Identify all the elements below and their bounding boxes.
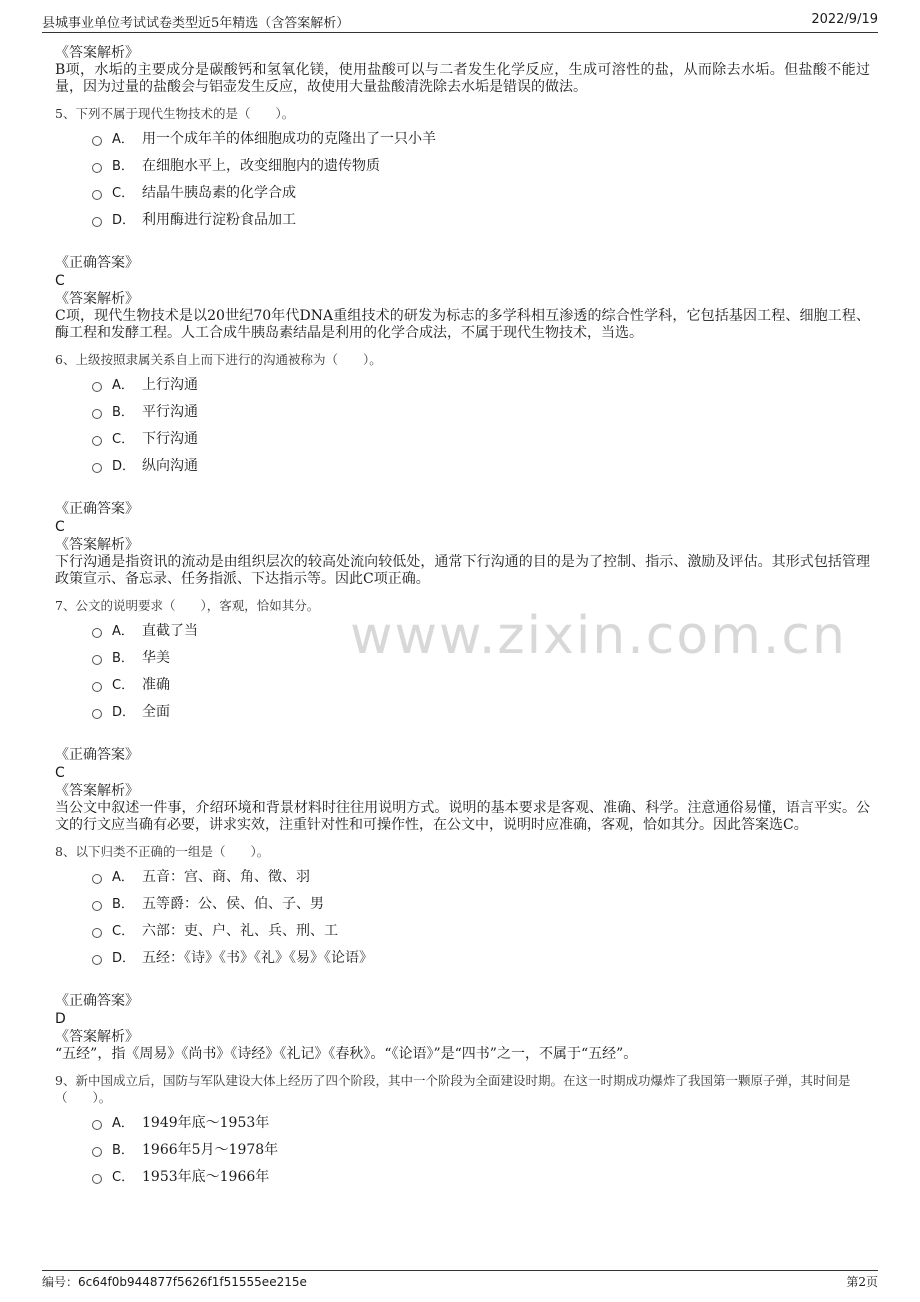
answer-option[interactable] — [92, 670, 870, 697]
answer-option[interactable] — [92, 451, 870, 478]
radio-button-icon[interactable] — [92, 163, 102, 173]
option-text: 五等爵：公、侯、伯、子、男 — [142, 895, 324, 912]
answer-option[interactable] — [92, 697, 870, 724]
correct-answer-value: D — [55, 1011, 66, 1027]
option-letter: C． — [112, 1170, 135, 1185]
question-list — [55, 105, 870, 1189]
analysis-label: 《答案解析》 — [55, 783, 139, 799]
page-content — [55, 44, 870, 1189]
answer-option[interactable] — [92, 1135, 870, 1162]
answer-option[interactable] — [92, 1108, 870, 1135]
radio-button-icon[interactable] — [92, 409, 102, 419]
option-text: 用一个成年羊的体细胞成功的克隆出了一只小羊 — [142, 130, 436, 147]
page-footer — [42, 1270, 878, 1293]
question-title: 6、上级按照隶属关系自上而下进行的沟通被称为（ ）。 — [55, 352, 382, 367]
radio-button-icon[interactable] — [92, 463, 102, 473]
answer-option[interactable] — [92, 370, 870, 397]
answer-option[interactable] — [92, 616, 870, 643]
option-text: 纵向沟通 — [142, 457, 198, 474]
document-code: 编号：6c64f0b944877f5626f1f51555ee215e — [42, 1275, 307, 1289]
question-title: 5、下列不属于现代生物技术的是（ ）。 — [55, 106, 295, 121]
analysis-text: “五经”，指《周易》《尚书》《诗经》《礼记》《春秋》。“《论语》”是“四书”之一，不属于“五经”。 — [55, 1046, 638, 1062]
option-text: 全面 — [142, 703, 170, 720]
option-text: 上行沟通 — [142, 376, 198, 393]
radio-button-icon[interactable] — [92, 382, 102, 392]
option-letter: D． — [112, 951, 136, 966]
radio-button-icon[interactable] — [92, 436, 102, 446]
correct-answer-label: 《正确答案》 — [55, 255, 139, 271]
question-block — [55, 597, 870, 834]
option-list — [92, 862, 870, 970]
answer-option[interactable] — [92, 643, 870, 670]
answer-option[interactable] — [92, 889, 870, 916]
question-title: 7、公文的说明要求（ ），客观，恰如其分。 — [55, 598, 320, 613]
option-text: 五音：宫、商、角、徵、羽 — [142, 868, 310, 885]
question-block — [55, 105, 870, 342]
answer-option[interactable] — [92, 943, 870, 970]
option-text: 利用酶进行淀粉食品加工 — [142, 211, 296, 228]
option-letter: C． — [112, 678, 135, 693]
analysis-text: 下行沟通是指资讯的流动是由组织层次的较高处流向较低处，通常下行沟通的目的是为了控制、指示、激励及评估。其形式包括管理政策宣示、备忘录、任务指派、下达指示等。因此C项正确。 — [55, 554, 870, 587]
top-analysis-block — [55, 44, 870, 96]
option-text: 结晶牛胰岛素的化学合成 — [142, 184, 296, 201]
option-letter: C． — [112, 186, 135, 201]
correct-answer-label: 《正确答案》 — [55, 747, 139, 763]
correct-answer-value: C — [55, 519, 65, 535]
answer-option[interactable] — [92, 151, 870, 178]
option-letter: D． — [112, 459, 136, 474]
radio-button-icon[interactable] — [92, 655, 102, 665]
radio-button-icon[interactable] — [92, 628, 102, 638]
option-list — [92, 370, 870, 478]
option-letter: A． — [112, 1116, 134, 1131]
radio-button-icon[interactable] — [92, 955, 102, 965]
analysis-text: C项，现代生物技术是以20世纪70年代DNA重组技术的研发为标志的多学科相互渗透的综合性学科，它包括基因工程、细胞工程、酶工程和发酵工程。人工合成牛胰岛素结晶是利用的化学合成法，不属于现代生物技术，当选。 — [55, 308, 870, 341]
answer-option[interactable] — [92, 124, 870, 151]
correct-answer-value: C — [55, 765, 65, 781]
radio-button-icon[interactable] — [92, 190, 102, 200]
option-letter: B． — [112, 405, 134, 420]
option-list — [92, 124, 870, 232]
answer-option[interactable] — [92, 178, 870, 205]
watermark: www.zixin.com.cn — [350, 606, 847, 666]
radio-button-icon[interactable] — [92, 874, 102, 884]
answer-option[interactable] — [92, 916, 870, 943]
correct-answer-label: 《正确答案》 — [55, 501, 139, 517]
radio-button-icon[interactable] — [92, 709, 102, 719]
option-text: 华美 — [142, 649, 170, 666]
analysis-label: 《答案解析》 — [55, 45, 139, 61]
option-text: 直截了当 — [142, 622, 198, 639]
document-date: 2022/9/19 — [811, 12, 878, 27]
option-letter: B． — [112, 1143, 134, 1158]
option-text: 在细胞水平上，改变细胞内的遗传物质 — [142, 157, 380, 174]
answer-option[interactable] — [92, 424, 870, 451]
option-text: 六部：吏、户、礼、兵、刑、工 — [142, 922, 338, 939]
option-text: 下行沟通 — [142, 430, 198, 447]
document-title: 县城事业单位考试试卷类型近5年精选（含答案解析） — [42, 16, 350, 31]
option-letter: A． — [112, 870, 134, 885]
radio-button-icon[interactable] — [92, 928, 102, 938]
option-list — [92, 616, 870, 724]
radio-button-icon[interactable] — [92, 901, 102, 911]
option-letter: D． — [112, 705, 136, 720]
question-block — [55, 1072, 870, 1189]
option-letter: A． — [112, 378, 134, 393]
radio-button-icon[interactable] — [92, 136, 102, 146]
analysis-text: B项，水垢的主要成分是碳酸钙和氢氧化镁，使用盐酸可以与二者发生化学反应，生成可溶性的盐，从而除去水垢。但盐酸不能过量，因为过量的盐酸会与铝壶发生反应，故使用大量盐酸清洗除去水垢是错误的做法。 — [55, 62, 870, 95]
option-letter: B． — [112, 897, 134, 912]
analysis-label: 《答案解析》 — [55, 1029, 139, 1045]
question-block — [55, 843, 870, 1063]
analysis-text: 当公文中叙述一件事，介绍环境和背景材料时往往用说明方式。说明的基本要求是客观、准确、科学。注意通俗易懂，语言平实。公文的行文应当确有必要，讲求实效，注重针对性和可操作性，在公文中，说明时应准确，客观，恰如其分。因此答案选C。 — [55, 800, 870, 833]
answer-option[interactable] — [92, 397, 870, 424]
option-letter: B． — [112, 159, 134, 174]
answer-option[interactable] — [92, 205, 870, 232]
radio-button-icon[interactable] — [92, 1120, 102, 1130]
question-block — [55, 351, 870, 588]
option-letter: C． — [112, 924, 135, 939]
radio-button-icon[interactable] — [92, 217, 102, 227]
page-header — [42, 12, 878, 33]
analysis-label: 《答案解析》 — [55, 291, 139, 307]
correct-answer-label: 《正确答案》 — [55, 993, 139, 1009]
question-title: 9、新中国成立后，国防与军队建设大体上经历了四个阶段，其中一个阶段为全面建设时期。在这一时期成功爆炸了我国第一颗原子弹，其时间是（ ）。 — [55, 1073, 851, 1105]
option-letter: A． — [112, 624, 134, 639]
analysis-label: 《答案解析》 — [55, 537, 139, 553]
option-letter: A． — [112, 132, 134, 147]
option-text: 五经：《诗》《书》《礼》《易》《论语》 — [142, 949, 373, 966]
answer-option[interactable] — [92, 1162, 870, 1189]
correct-answer-value: C — [55, 273, 65, 289]
option-text: 1953年底～1966年 — [142, 1168, 270, 1185]
answer-option[interactable] — [92, 862, 870, 889]
option-letter: C． — [112, 432, 135, 447]
option-text: 1966年5月～1978年 — [142, 1141, 279, 1158]
option-text: 1949年底～1953年 — [142, 1114, 270, 1131]
radio-button-icon[interactable] — [92, 1147, 102, 1157]
page-number: 第2页 — [846, 1275, 878, 1289]
question-title: 8、以下归类不正确的一组是（ ）。 — [55, 844, 270, 859]
option-list — [92, 1108, 870, 1189]
radio-button-icon[interactable] — [92, 1174, 102, 1184]
option-text: 平行沟通 — [142, 403, 198, 420]
option-letter: D． — [112, 213, 136, 228]
option-text: 准确 — [142, 676, 170, 693]
radio-button-icon[interactable] — [92, 682, 102, 692]
option-letter: B． — [112, 651, 134, 666]
